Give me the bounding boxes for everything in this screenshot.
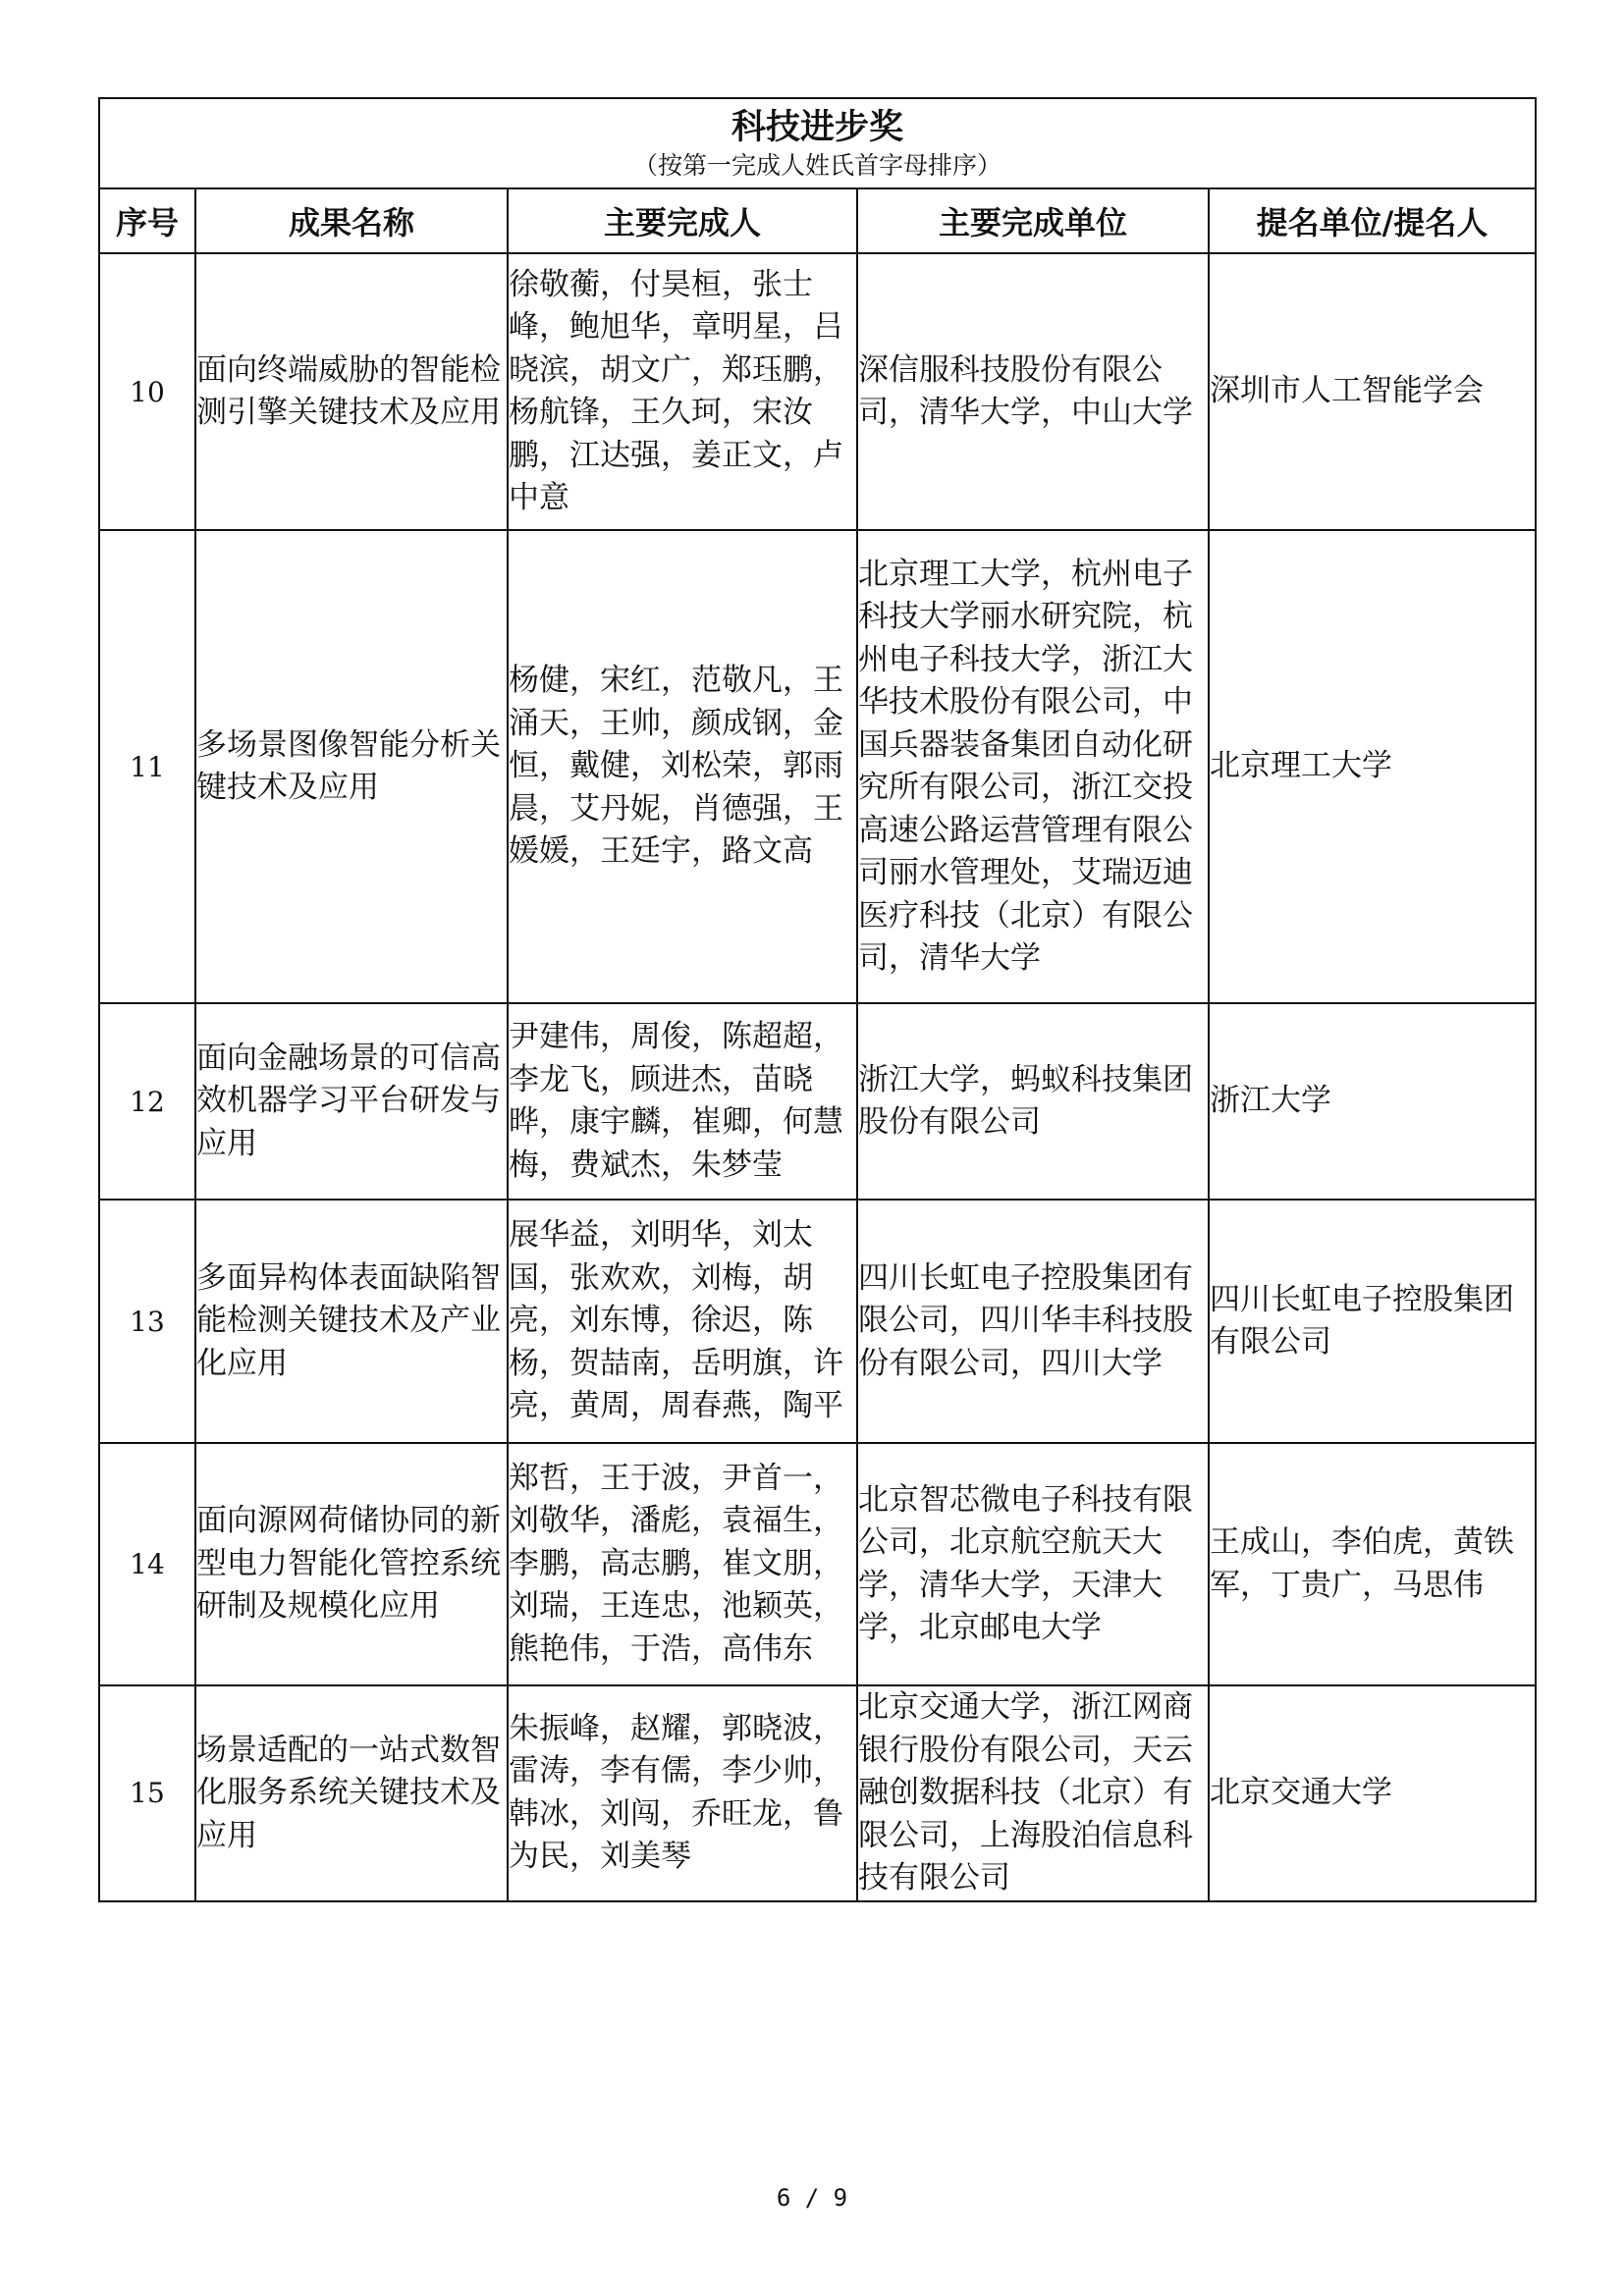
table-title-cell — [99, 98, 1536, 188]
nominator: 四川长虹电子控股集团有限公司 — [1209, 1200, 1536, 1443]
project-title: 多面异构体表面缺陷智能检测关键技术及产业化应用 — [195, 1200, 508, 1443]
nominator: 北京理工大学 — [1209, 530, 1536, 1003]
row-number: 13 — [99, 1200, 195, 1443]
table-row — [99, 253, 1536, 530]
nominator: 王成山，李伯虎，黄铁军，丁贵广，马思伟 — [1209, 1443, 1536, 1685]
column-header-title: 成果名称 — [195, 188, 508, 253]
nominator: 深圳市人工智能学会 — [1209, 253, 1536, 530]
award-table — [98, 97, 1537, 1902]
main-institutions: 四川长虹电子控股集团有限公司，四川华丰科技股份有限公司，四川大学 — [857, 1200, 1209, 1443]
row-number: 11 — [99, 530, 195, 1003]
column-header-nominator: 提名单位/提名人 — [1209, 188, 1536, 253]
main-institutions: 深信服科技股份有限公司，清华大学，中山大学 — [857, 253, 1209, 530]
row-number: 14 — [99, 1443, 195, 1685]
page-subtitle: （按第一完成人姓氏首字母排序） — [633, 151, 1002, 180]
table-row — [99, 1443, 1536, 1685]
column-header-no: 序号 — [99, 188, 195, 253]
page-title: 科技进步奖 — [731, 108, 904, 147]
title-row — [99, 98, 1536, 188]
table-row — [99, 1200, 1536, 1443]
main-contributors: 徐敬蘅，付昊桓，张士峰，鲍旭华，章明星，吕晓滨，胡文广，郑珏鹏，杨航锋，王久珂，宋汝鹏，江达强，姜正文，卢中意 — [508, 253, 857, 530]
main-contributors: 郑哲，王于波，尹首一，刘敬华，潘彪，袁福生，李鹏，高志鹏，崔文朋，刘瑞，王连忠，池颖英，熊艳伟，于浩，高伟东 — [508, 1443, 857, 1685]
project-title: 面向源网荷储协同的新型电力智能化管控系统研制及规模化应用 — [195, 1443, 508, 1685]
project-title: 面向终端威胁的智能检测引擎关键技术及应用 — [195, 253, 508, 530]
page-number: 6 / 9 — [776, 2184, 848, 2212]
project-title: 场景适配的一站式数智化服务系统关键技术及应用 — [195, 1685, 508, 1901]
column-header-units: 主要完成单位 — [857, 188, 1209, 253]
main-contributors: 展华益，刘明华，刘太国，张欢欢，刘梅，胡亮，刘东博，徐迟，陈杨，贺喆南，岳明旗，许亮，黄周，周春燕，陶平 — [508, 1200, 857, 1443]
main-institutions: 北京理工大学，杭州电子科技大学丽水研究院，杭州电子科技大学，浙江大华技术股份有限公司，中国兵器装备集团自动化研究所有限公司，浙江交投高速公路运营管理有限公司丽水管理处，艾瑞迈迪医疗科技（北京）有限公司，清华大学 — [857, 530, 1209, 1003]
table-row — [99, 1685, 1536, 1901]
header-row — [99, 188, 1536, 253]
main-institutions: 浙江大学，蚂蚁科技集团股份有限公司 — [857, 1003, 1209, 1200]
table-row — [99, 1003, 1536, 1200]
main-institutions: 北京交通大学，浙江网商银行股份有限公司，天云融创数据科技（北京）有限公司，上海股泊信息科技有限公司 — [857, 1685, 1209, 1901]
nominator: 浙江大学 — [1209, 1003, 1536, 1200]
main-contributors: 尹建伟，周俊，陈超超，李龙飞，顾进杰，苗晓晔，康宇麟，崔卿，何慧梅，费斌杰，朱梦莹 — [508, 1003, 857, 1200]
main-institutions: 北京智芯微电子科技有限公司，北京航空航天大学，清华大学，天津大学，北京邮电大学 — [857, 1443, 1209, 1685]
nominator: 北京交通大学 — [1209, 1685, 1536, 1901]
project-title: 多场景图像智能分析关键技术及应用 — [195, 530, 508, 1003]
table-row — [99, 530, 1536, 1003]
main-contributors: 杨健，宋红，范敬凡，王涌天，王帅，颜成钢，金恒，戴健，刘松荣，郭雨晨，艾丹妮，肖德强，王媛媛，王廷宇，路文高 — [508, 530, 857, 1003]
row-number: 12 — [99, 1003, 195, 1200]
row-number: 15 — [99, 1685, 195, 1901]
row-number: 10 — [99, 253, 195, 530]
project-title: 面向金融场景的可信高效机器学习平台研发与应用 — [195, 1003, 508, 1200]
column-header-people: 主要完成人 — [508, 188, 857, 253]
main-contributors: 朱振峰，赵耀，郭晓波，雷涛，李有儒，李少帅，韩冰，刘闯，乔旺龙，鲁为民，刘美琴 — [508, 1685, 857, 1901]
